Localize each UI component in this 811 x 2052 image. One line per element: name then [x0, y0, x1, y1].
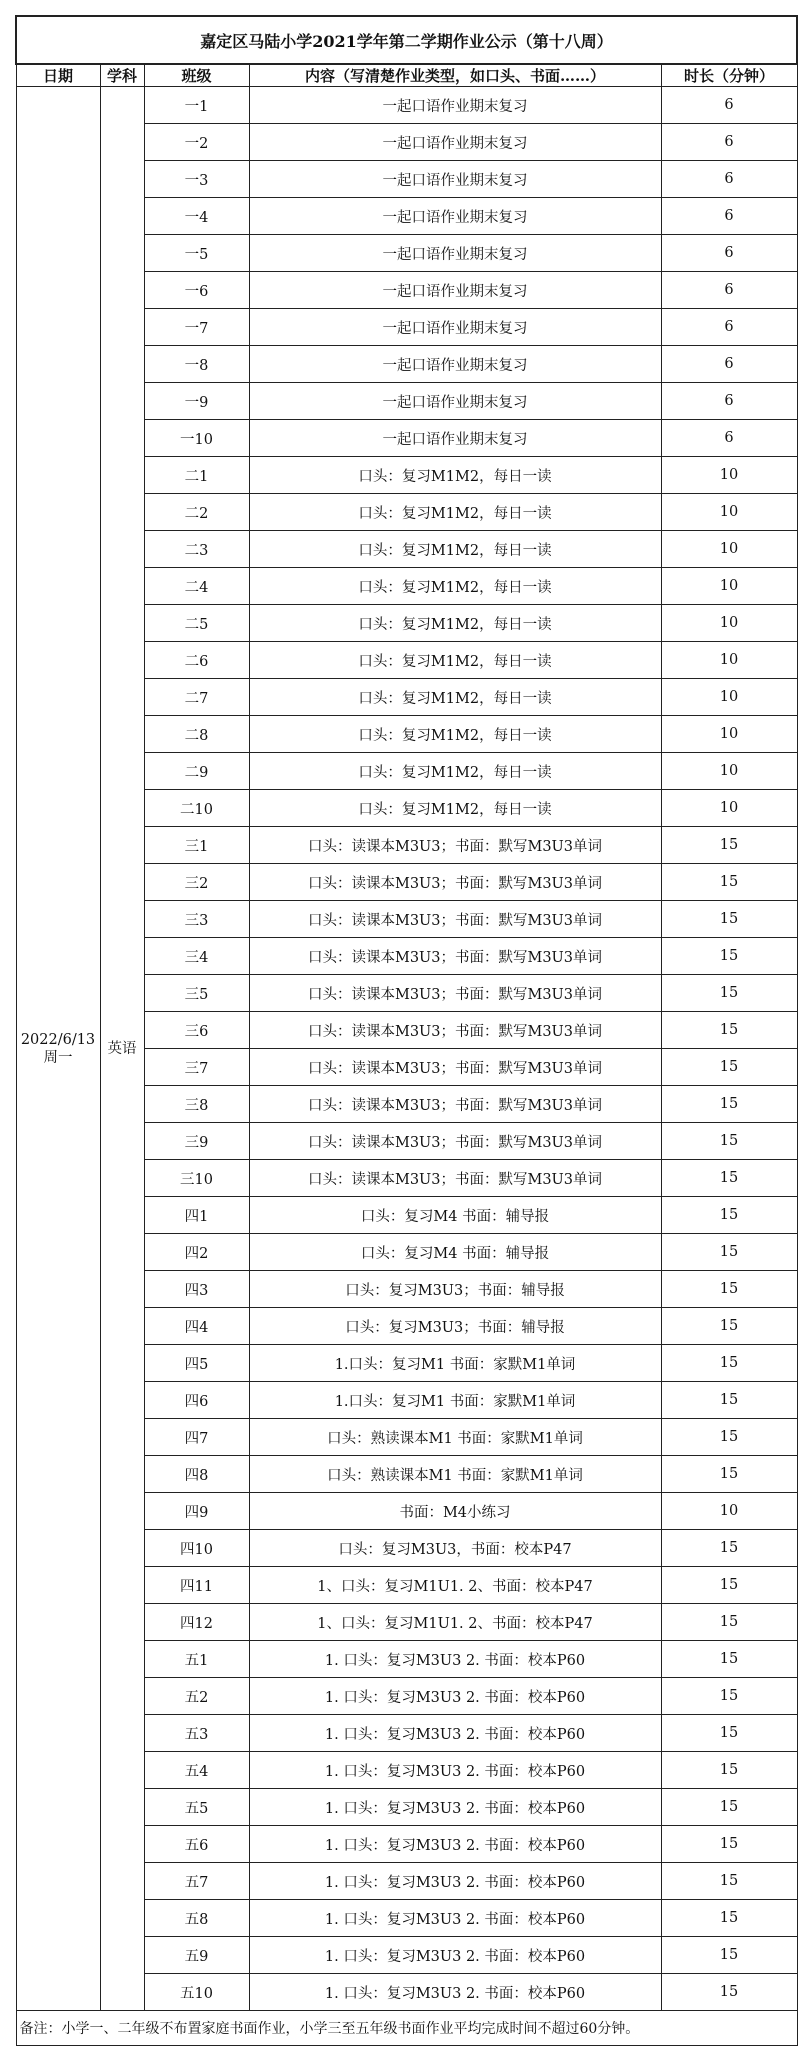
class-cell: 三6: [144, 1012, 249, 1049]
duration-cell: 6: [661, 198, 797, 235]
duration-cell: 15: [661, 901, 797, 938]
content-cell: 口头：复习M1M2，每日一读: [249, 716, 661, 753]
content-cell: 1. 口头：复习M3U3 2. 书面：校本P60: [249, 1789, 661, 1826]
class-cell: 二9: [144, 753, 249, 790]
class-cell: 一8: [144, 346, 249, 383]
duration-cell: 10: [661, 1493, 797, 1530]
class-cell: 三10: [144, 1160, 249, 1197]
content-cell: 1. 口头：复习M3U3 2. 书面：校本P60: [249, 1752, 661, 1789]
duration-cell: 15: [661, 1974, 797, 2011]
duration-cell: 10: [661, 716, 797, 753]
content-cell: 口头：复习M4 书面：辅导报: [249, 1197, 661, 1234]
duration-cell: 15: [661, 1530, 797, 1567]
header-duration: 时长（分钟）: [661, 64, 797, 87]
duration-cell: 15: [661, 1086, 797, 1123]
content-cell: 1. 口头：复习M3U3 2. 书面：校本P60: [249, 1974, 661, 2011]
homework-sheet: [15, 15, 796, 2046]
content-cell: 一起口语作业期末复习: [249, 420, 661, 457]
duration-cell: 15: [661, 1789, 797, 1826]
duration-cell: 10: [661, 568, 797, 605]
class-cell: 三9: [144, 1123, 249, 1160]
content-cell: 口头：读课本M3U3；书面：默写M3U3单词: [249, 938, 661, 975]
duration-cell: 15: [661, 1641, 797, 1678]
class-cell: 四6: [144, 1382, 249, 1419]
date-value: 2022/6/13: [20, 1031, 96, 1048]
duration-cell: 15: [661, 1715, 797, 1752]
content-cell: 一起口语作业期末复习: [249, 235, 661, 272]
class-cell: 三5: [144, 975, 249, 1012]
content-cell: 口头：熟读课本M1 书面：家默M1单词: [249, 1456, 661, 1493]
class-cell: 二4: [144, 568, 249, 605]
duration-cell: 10: [661, 531, 797, 568]
class-cell: 四5: [144, 1345, 249, 1382]
class-cell: 四12: [144, 1604, 249, 1641]
duration-cell: 10: [661, 790, 797, 827]
duration-cell: 15: [661, 1234, 797, 1271]
duration-cell: 15: [661, 1567, 797, 1604]
class-cell: 四10: [144, 1530, 249, 1567]
duration-cell: 6: [661, 161, 797, 198]
class-cell: 二3: [144, 531, 249, 568]
class-cell: 五7: [144, 1863, 249, 1900]
duration-cell: 15: [661, 827, 797, 864]
class-cell: 一7: [144, 309, 249, 346]
duration-cell: 15: [661, 1937, 797, 1974]
class-cell: 一6: [144, 272, 249, 309]
class-cell: 二7: [144, 679, 249, 716]
content-cell: 口头：熟读课本M1 书面：家默M1单词: [249, 1419, 661, 1456]
class-cell: 五3: [144, 1715, 249, 1752]
content-cell: 一起口语作业期末复习: [249, 272, 661, 309]
class-cell: 五9: [144, 1937, 249, 1974]
content-cell: 口头：复习M1M2，每日一读: [249, 753, 661, 790]
duration-cell: 15: [661, 1049, 797, 1086]
content-cell: 1. 口头：复习M3U3 2. 书面：校本P60: [249, 1826, 661, 1863]
duration-cell: 15: [661, 1123, 797, 1160]
class-cell: 五1: [144, 1641, 249, 1678]
duration-cell: 15: [661, 1678, 797, 1715]
content-cell: 口头：复习M1M2，每日一读: [249, 605, 661, 642]
duration-cell: 15: [661, 1419, 797, 1456]
class-cell: 四4: [144, 1308, 249, 1345]
class-cell: 二6: [144, 642, 249, 679]
content-cell: 口头：复习M3U3，书面：校本P47: [249, 1530, 661, 1567]
weekday-value: 周一: [43, 1049, 73, 1066]
duration-cell: 15: [661, 1160, 797, 1197]
class-cell: 三8: [144, 1086, 249, 1123]
duration-cell: 15: [661, 1752, 797, 1789]
content-cell: 1. 口头：复习M3U3 2. 书面：校本P60: [249, 1863, 661, 1900]
content-cell: 一起口语作业期末复习: [249, 383, 661, 420]
table-row: [16, 87, 797, 124]
class-cell: 三3: [144, 901, 249, 938]
class-cell: 一1: [144, 87, 249, 124]
content-cell: 口头：复习M1M2，每日一读: [249, 568, 661, 605]
date-cell: [16, 87, 100, 2011]
content-cell: 1. 口头：复习M3U3 2. 书面：校本P60: [249, 1641, 661, 1678]
duration-cell: 15: [661, 1308, 797, 1345]
content-cell: 一起口语作业期末复习: [249, 346, 661, 383]
duration-cell: 15: [661, 864, 797, 901]
class-cell: 四11: [144, 1567, 249, 1604]
content-cell: 口头：复习M1M2，每日一读: [249, 531, 661, 568]
class-cell: 四8: [144, 1456, 249, 1493]
duration-cell: 15: [661, 1382, 797, 1419]
content-cell: 1.口头：复习M1 书面：家默M1单词: [249, 1382, 661, 1419]
class-cell: 三1: [144, 827, 249, 864]
duration-cell: 10: [661, 753, 797, 790]
content-cell: 书面：M4小练习: [249, 1493, 661, 1530]
class-cell: 四1: [144, 1197, 249, 1234]
class-cell: 五2: [144, 1678, 249, 1715]
content-cell: 口头：复习M1M2，每日一读: [249, 494, 661, 531]
class-cell: 五6: [144, 1826, 249, 1863]
class-cell: 二10: [144, 790, 249, 827]
duration-cell: 6: [661, 87, 797, 124]
sheet-title: 嘉定区马陆小学2021学年第二学期作业公示（第十八周）: [16, 16, 797, 64]
duration-cell: 6: [661, 420, 797, 457]
content-cell: 1. 口头：复习M3U3 2. 书面：校本P60: [249, 1678, 661, 1715]
duration-cell: 15: [661, 1345, 797, 1382]
content-cell: 口头：读课本M3U3；书面：默写M3U3单词: [249, 1086, 661, 1123]
header-date: 日期: [16, 64, 100, 87]
duration-cell: 15: [661, 1604, 797, 1641]
content-cell: 口头：复习M1M2，每日一读: [249, 457, 661, 494]
content-cell: 口头：读课本M3U3；书面：默写M3U3单词: [249, 901, 661, 938]
footnote: 备注：小学一、二年级不布置家庭书面作业，小学三至五年级书面作业平均完成时间不超过60分钟。: [16, 2011, 797, 2046]
duration-cell: 15: [661, 1012, 797, 1049]
duration-cell: 6: [661, 346, 797, 383]
duration-cell: 10: [661, 605, 797, 642]
content-cell: 一起口语作业期末复习: [249, 87, 661, 124]
header-content: 内容（写清楚作业类型，如口头、书面……）: [249, 64, 661, 87]
content-cell: 口头：复习M3U3；书面：辅导报: [249, 1271, 661, 1308]
class-cell: 二5: [144, 605, 249, 642]
class-cell: 二2: [144, 494, 249, 531]
content-cell: 口头：读课本M3U3；书面：默写M3U3单词: [249, 1012, 661, 1049]
content-cell: 1. 口头：复习M3U3 2. 书面：校本P60: [249, 1715, 661, 1752]
content-cell: 1、口头：复习M1U1. 2、书面：校本P47: [249, 1567, 661, 1604]
duration-cell: 10: [661, 679, 797, 716]
class-cell: 四9: [144, 1493, 249, 1530]
class-cell: 一3: [144, 161, 249, 198]
class-cell: 三2: [144, 864, 249, 901]
class-cell: 三7: [144, 1049, 249, 1086]
duration-cell: 10: [661, 494, 797, 531]
class-cell: 五8: [144, 1900, 249, 1937]
duration-cell: 10: [661, 457, 797, 494]
content-cell: 口头：复习M1M2，每日一读: [249, 679, 661, 716]
content-cell: 一起口语作业期末复习: [249, 124, 661, 161]
duration-cell: 6: [661, 309, 797, 346]
content-cell: 口头：读课本M3U3；书面：默写M3U3单词: [249, 864, 661, 901]
class-cell: 一9: [144, 383, 249, 420]
duration-cell: 6: [661, 383, 797, 420]
class-cell: 四7: [144, 1419, 249, 1456]
class-cell: 一2: [144, 124, 249, 161]
duration-cell: 10: [661, 642, 797, 679]
content-cell: 一起口语作业期末复习: [249, 198, 661, 235]
content-cell: 1. 口头：复习M3U3 2. 书面：校本P60: [249, 1937, 661, 1974]
duration-cell: 15: [661, 1900, 797, 1937]
class-cell: 一10: [144, 420, 249, 457]
content-cell: 口头：复习M1M2，每日一读: [249, 790, 661, 827]
duration-cell: 15: [661, 1456, 797, 1493]
header-subject: 学科: [100, 64, 144, 87]
content-cell: 口头：读课本M3U3；书面：默写M3U3单词: [249, 975, 661, 1012]
duration-cell: 15: [661, 1271, 797, 1308]
duration-cell: 15: [661, 1197, 797, 1234]
content-cell: 口头：复习M4 书面：辅导报: [249, 1234, 661, 1271]
class-cell: 四3: [144, 1271, 249, 1308]
duration-cell: 15: [661, 938, 797, 975]
content-cell: 口头：读课本M3U3；书面：默写M3U3单词: [249, 1160, 661, 1197]
duration-cell: 6: [661, 272, 797, 309]
class-cell: 一4: [144, 198, 249, 235]
class-cell: 五4: [144, 1752, 249, 1789]
class-cell: 五5: [144, 1789, 249, 1826]
homework-table: [15, 15, 798, 2046]
content-cell: 1.口头：复习M1 书面：家默M1单词: [249, 1345, 661, 1382]
class-cell: 二1: [144, 457, 249, 494]
duration-cell: 15: [661, 975, 797, 1012]
content-cell: 1. 口头：复习M3U3 2. 书面：校本P60: [249, 1900, 661, 1937]
class-cell: 四2: [144, 1234, 249, 1271]
duration-cell: 6: [661, 235, 797, 272]
class-cell: 五10: [144, 1974, 249, 2011]
header-class: 班级: [144, 64, 249, 87]
content-cell: 口头：读课本M3U3；书面：默写M3U3单词: [249, 827, 661, 864]
class-cell: 三4: [144, 938, 249, 975]
duration-cell: 15: [661, 1863, 797, 1900]
content-cell: 1、口头：复习M1U1. 2、书面：校本P47: [249, 1604, 661, 1641]
content-cell: 口头：复习M3U3；书面：辅导报: [249, 1308, 661, 1345]
class-cell: 一5: [144, 235, 249, 272]
content-cell: 口头：读课本M3U3；书面：默写M3U3单词: [249, 1049, 661, 1086]
content-cell: 口头：读课本M3U3；书面：默写M3U3单词: [249, 1123, 661, 1160]
duration-cell: 6: [661, 124, 797, 161]
content-cell: 一起口语作业期末复习: [249, 161, 661, 198]
content-cell: 一起口语作业期末复习: [249, 309, 661, 346]
duration-cell: 15: [661, 1826, 797, 1863]
subject-cell: 英语: [100, 87, 144, 2011]
content-cell: 口头：复习M1M2，每日一读: [249, 642, 661, 679]
class-cell: 二8: [144, 716, 249, 753]
